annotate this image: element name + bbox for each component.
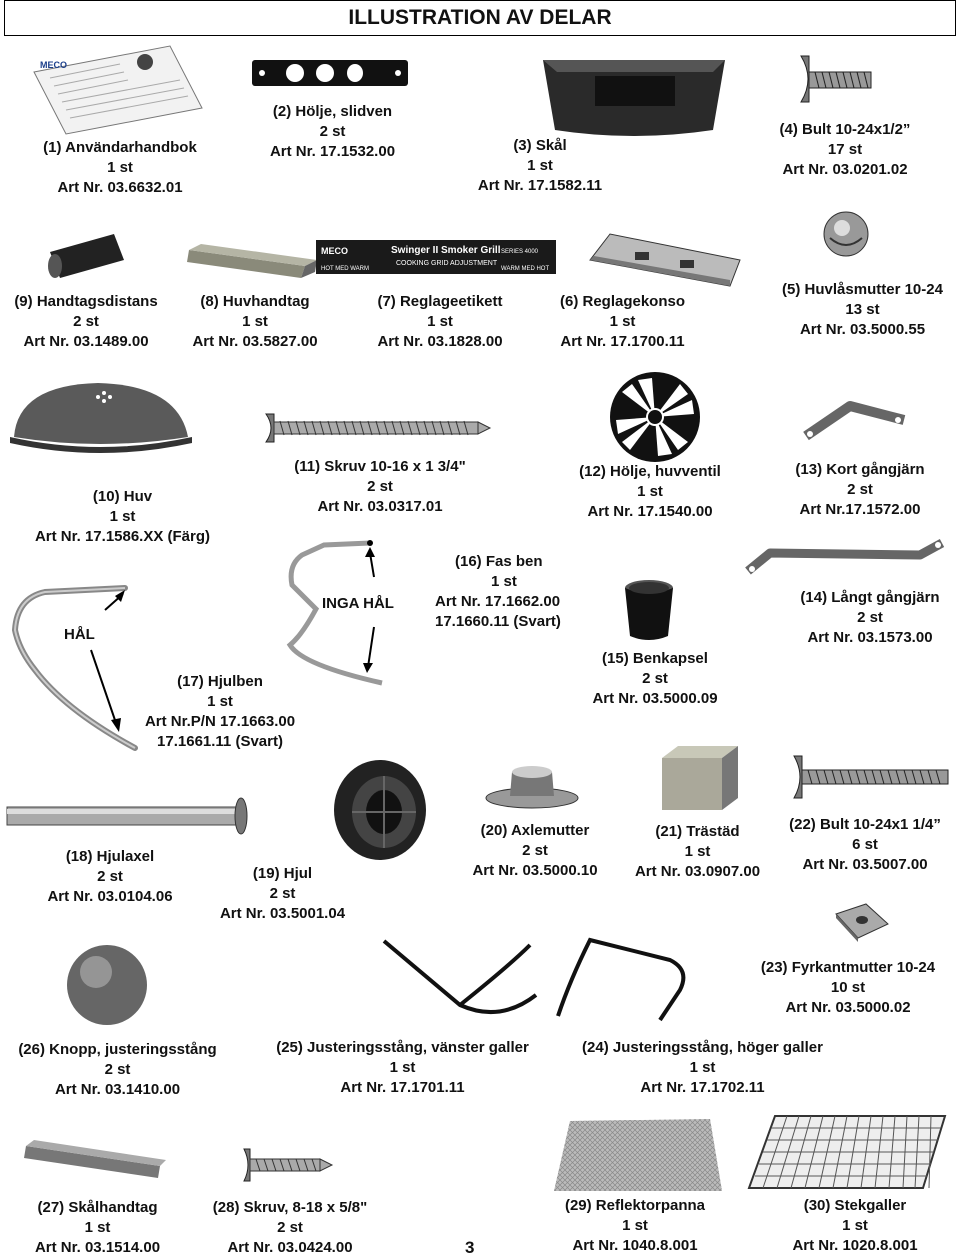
part-art: Art Nr.17.1572.00: [799, 501, 921, 518]
part-label-28: [190, 1198, 390, 1258]
part-qty: 1 st: [491, 573, 517, 590]
part-name: (26) Knopp, justeringsstång: [18, 1041, 217, 1058]
part-name: (24) Justeringsstång, höger galler: [582, 1039, 823, 1056]
part-name: (3) Skål: [513, 137, 567, 154]
part-qty: 6 st: [852, 836, 878, 853]
part-label-4: [745, 120, 945, 180]
part-qty: 2 st: [522, 842, 548, 859]
part-art: Art Nr. 17.1532.00: [269, 143, 396, 160]
part-name: (17) Hjulben: [177, 673, 263, 690]
knob-image: [62, 940, 152, 1030]
part-art: Art Nr. 03.5827.00: [192, 333, 318, 350]
hood-vent-image: [608, 370, 703, 465]
part-art: Art Nr. 03.0317.01: [317, 498, 443, 515]
part-art: Art Nr. 03.5000.09: [592, 690, 718, 707]
part-name: (2) Hölje, slidven: [272, 103, 393, 120]
part-name: (16) Fas ben: [455, 553, 543, 570]
page-title: ILLUSTRATION AV DELAR: [4, 0, 956, 36]
part-label-10: [20, 487, 225, 547]
part-qty: 1 st: [609, 313, 636, 330]
right-adjust-rod-image: [550, 930, 700, 1025]
part-label-13: [775, 460, 945, 520]
small-screw-image: [240, 1145, 335, 1185]
sticker-series: SERIES 4000: [501, 249, 539, 255]
part-label-30: [765, 1196, 945, 1256]
manual-image: [30, 42, 205, 137]
part-art: Art Nr.P/N 17.1663.00: [144, 713, 296, 730]
part-art: Art Nr. 03.5000.55: [799, 321, 926, 338]
part-label-9: [0, 292, 172, 352]
left-adjust-rod-image: [380, 935, 540, 1025]
square-nut-image: [832, 900, 892, 945]
part-qty: 1 st: [684, 843, 711, 860]
part-name: (5) Huvlåsmutter 10-24: [782, 281, 943, 298]
part-label-27: [15, 1198, 180, 1258]
part-qty: 1 st: [389, 1059, 416, 1076]
part-art: Art Nr. 17.1702.11: [640, 1079, 765, 1096]
no-hole-label: INGA HÅL: [322, 595, 394, 612]
part-label-16: [425, 552, 565, 632]
part-qty: 1 st: [622, 1217, 648, 1234]
part-name: (25) Justeringsstång, vänster galler: [276, 1039, 529, 1056]
part-label-7: [355, 292, 525, 352]
part-art: Art Nr. 03.6632.01: [57, 179, 183, 196]
long-hinge-image: [740, 535, 950, 585]
page-number: 3: [465, 1238, 475, 1257]
bowl-handle-image: [22, 1138, 167, 1183]
bolt-long-image: [788, 752, 953, 802]
part-label-14: [785, 588, 955, 648]
part-name: (30) Stekgaller: [803, 1197, 907, 1214]
sticker-right: WARM MED HOT: [501, 266, 550, 272]
axle-nut-image: [482, 762, 582, 812]
part-name: (23) Fyrkantmutter 10-24: [760, 959, 936, 976]
part-label-2: [240, 102, 425, 162]
axle-image: [5, 795, 250, 840]
part-art: Art Nr. 03.0201.02: [782, 161, 908, 178]
part-qty: 13 st: [845, 301, 880, 318]
meco-logo: MECO: [40, 60, 67, 70]
part-name: (11) Skruv 10-16 x 1 3/4": [294, 458, 466, 475]
part-qty: 1 st: [207, 693, 233, 710]
part-qty: 2 st: [847, 481, 873, 498]
part-label-21: [615, 822, 780, 882]
part-qty: 2 st: [73, 313, 99, 330]
part-qty: 1 st: [637, 483, 663, 500]
part-art: Art Nr. 03.1489.00: [23, 333, 149, 350]
part-label-18: [20, 847, 200, 907]
part-name: (15) Benkapsel: [602, 650, 708, 667]
cap-nut-image: [820, 208, 872, 260]
cooking-grid-image: [745, 1112, 950, 1192]
part-name: (10) Huv: [92, 488, 153, 505]
reflector-pan-image: [550, 1115, 725, 1195]
part-name: (14) Långt gångjärn: [800, 589, 940, 606]
short-hinge-image: [800, 398, 910, 448]
part-art: Art Nr. 17.1700.11: [560, 333, 685, 350]
part-qty: 2 st: [857, 609, 883, 626]
part-label-1: [20, 138, 220, 198]
part-art-alt: 17.1660.11 (Svart): [435, 613, 561, 630]
part-art: Art Nr. 03.5000.10: [472, 862, 598, 879]
part-art: Art Nr. 17.1701.11: [340, 1079, 465, 1096]
part-qty: 2 st: [277, 1219, 303, 1236]
bolt-short-image: [795, 52, 875, 107]
control-bracket-image: [580, 230, 750, 290]
part-qty: 2 st: [269, 885, 296, 902]
part-art-alt: 17.1661.11 (Svart): [157, 733, 283, 750]
part-art: Art Nr. 03.0424.00: [227, 1239, 353, 1256]
part-art: Art Nr. 03.1828.00: [377, 333, 503, 350]
leg-cap-image: [622, 578, 677, 646]
part-name: (4) Bult 10-24x1/2”: [779, 121, 911, 138]
part-label-19: [195, 864, 370, 924]
part-qty: 1 st: [84, 1219, 111, 1236]
wood-handle-image: [185, 240, 325, 280]
part-name: (12) Hölje, huvventil: [579, 463, 721, 480]
part-qty: 1 st: [527, 157, 553, 174]
part-art: Art Nr. 03.0104.06: [47, 888, 173, 905]
part-label-26: [5, 1040, 230, 1100]
part-qty: 2 st: [104, 1061, 131, 1078]
part-art: Art Nr. 03.5007.00: [802, 856, 928, 873]
part-name: (20) Axlemutter: [480, 822, 590, 839]
part-qty: 10 st: [830, 979, 866, 996]
wood-block-image: [658, 742, 743, 812]
part-qty: 1 st: [242, 313, 268, 330]
part-art: Art Nr. 03.0907.00: [634, 863, 761, 880]
part-label-6: [540, 292, 705, 352]
sticker-logo: MECO: [321, 246, 348, 256]
sticker-left: HOT MED WARM: [321, 266, 369, 272]
part-qty: 17 st: [827, 141, 863, 158]
part-name: (27) Skålhandtag: [37, 1199, 158, 1216]
part-name: (18) Hjulaxel: [65, 848, 155, 865]
part-qty: 2 st: [319, 123, 346, 140]
part-label-22: [770, 815, 960, 875]
part-label-5: [760, 280, 960, 340]
part-name: (29) Reflektorpanna: [564, 1197, 706, 1214]
hole-label: HÅL: [64, 626, 95, 643]
sticker-line: COOKING GRID ADJUSTMENT: [396, 260, 498, 267]
part-label-11: [280, 457, 480, 517]
hood-image: [8, 375, 193, 460]
part-label-15: [570, 649, 740, 709]
wheel-image: [328, 758, 433, 863]
part-label-24: [560, 1038, 845, 1098]
part-name: (8) Huvhandtag: [200, 293, 310, 310]
sticker-name: Swinger II Smoker Grill: [391, 245, 501, 256]
handle-spacer-image: [40, 230, 130, 285]
part-qty: 1 st: [107, 159, 133, 176]
part-label-29: [545, 1196, 725, 1256]
part-art: Art Nr. 17.1662.00: [435, 593, 561, 610]
part-art: Art Nr. 03.1573.00: [807, 629, 933, 646]
part-name: (13) Kort gångjärn: [795, 461, 925, 478]
part-label-17: [130, 672, 310, 752]
part-name: (1) Användarhandbok: [43, 139, 197, 156]
part-label-23: [748, 958, 948, 1018]
part-name: (9) Handtagsdistans: [14, 293, 158, 310]
wheel-leg-image: [5, 580, 150, 760]
part-qty: 2 st: [642, 670, 668, 687]
long-screw-image: [262, 408, 492, 448]
part-art: Art Nr. 17.1586.XX (Färg): [34, 528, 211, 545]
bowl-image: [535, 42, 730, 142]
part-qty: 1 st: [689, 1059, 716, 1076]
part-name: (6) Reglagekonso: [559, 293, 686, 310]
part-qty: 1 st: [842, 1217, 868, 1234]
leg-image: [282, 535, 390, 690]
part-label-25: [255, 1038, 550, 1098]
part-art: Art Nr. 17.1582.11: [477, 177, 603, 194]
part-name: (19) Hjul: [252, 865, 313, 882]
part-art: Art Nr. 1040.8.001: [572, 1237, 698, 1254]
part-label-12: [555, 462, 745, 522]
part-qty: 1 st: [427, 313, 453, 330]
part-label-3: [440, 136, 640, 196]
part-name: (21) Trästäd: [655, 823, 740, 840]
part-label-8: [170, 292, 340, 352]
part-art: Art Nr. 17.1540.00: [587, 503, 713, 520]
part-art: Art Nr. 03.5000.02: [785, 999, 911, 1016]
part-name: (7) Reglageetikett: [377, 293, 503, 310]
slide-vent-image: [250, 56, 410, 92]
part-qty: 1 st: [109, 508, 136, 525]
part-art: Art Nr. 03.5001.04: [219, 905, 346, 922]
part-name: (22) Bult 10-24x1 1/4”: [789, 816, 941, 833]
part-name: (28) Skruv, 8-18 x 5/8": [212, 1199, 368, 1216]
part-qty: 2 st: [367, 478, 393, 495]
control-label-image: [316, 240, 556, 274]
part-art: Art Nr. 03.1410.00: [54, 1081, 181, 1098]
part-qty: 2 st: [97, 868, 123, 885]
part-art: Art Nr. 1020.8.001: [792, 1237, 918, 1254]
part-art: Art Nr. 03.1514.00: [34, 1239, 161, 1256]
part-label-20: [450, 821, 620, 881]
